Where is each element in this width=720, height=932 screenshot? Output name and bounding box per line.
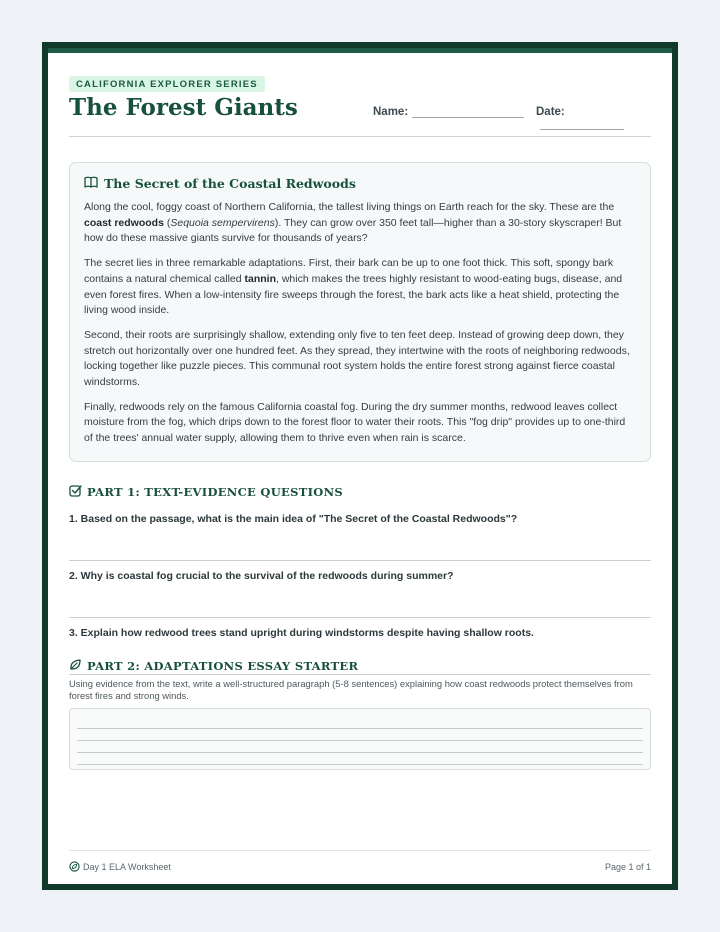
passage-title: The Secret of the Coastal Redwoods — [104, 176, 356, 191]
part1-section — [69, 484, 651, 675]
page-number: Page 1 of 1 — [604, 862, 651, 872]
leaf-circle-icon — [69, 861, 80, 874]
name-label: Name: — [373, 106, 409, 118]
open-book-icon — [84, 176, 98, 191]
part2-section — [69, 658, 651, 770]
essay-line — [77, 717, 643, 729]
question-2: 2. Why is coastal fog crucial to the survival of the redwoods during summer? — [69, 570, 454, 582]
name-blank-line — [412, 106, 524, 118]
date-field — [536, 106, 651, 130]
worksheet-page — [42, 42, 678, 890]
essay-instructions: Using evidence from the text, write a well-structured paragraph (5-8 sentences) explaining how coast redwoods protect themselves from forest fires and strong winds. — [69, 678, 633, 701]
essay-line — [77, 753, 643, 765]
answer-line-1[interactable] — [69, 513, 651, 561]
part1-title: PART 1: TEXT-EVIDENCE QUESTIONS — [87, 485, 343, 499]
passage-paragraph-2: The secret lies in three remarkable adaptations. First, their bark can be up to one foot thick. This soft, spongy bark contains a natural chemical called tannin, which makes the trees highly resistant to wood-eating bugs, disease, and even forest fires. When a low-intensity fire sweeps through the forest, the bark acts like a heat shield, protecting the living wood inside. — [84, 257, 623, 317]
name-field — [373, 106, 524, 118]
reading-passage — [69, 162, 651, 462]
leaf-icon — [69, 658, 82, 674]
passage-paragraph-4: Finally, redwoods rely on the famous California coastal fog. During the dry summer months, redwood leaves collect moisture from the fog, which drips down to the forest floor to water their roots. This "fog drip" provides up to one-third of the trees' annual water supply, allowing them to thrive even when rain is scarce. — [84, 400, 626, 445]
part2-title: PART 2: ADAPTATIONS ESSAY STARTER — [87, 659, 359, 673]
passage-paragraph-3: Second, their roots are surprisingly shallow, extending only five to ten feet deep. Instead of growing deep down, they stretch out horizontally over one hundred feet. As they spread, they intertwine with the roots of neighboring redwoods, locking together like puzzle pieces. This communal root system holds the entire forest strong against fierce coastal windstorms. — [84, 328, 630, 389]
page-title: The Forest Giants — [69, 94, 298, 121]
footer-label: Day 1 ELA Worksheet — [83, 862, 171, 872]
essay-writing-area[interactable] — [69, 708, 651, 770]
header — [69, 96, 651, 137]
date-blank-line — [540, 118, 624, 130]
checkbox-icon — [69, 484, 82, 500]
question-3: 3. Explain how redwood trees stand upright during windstorms despite having shallow roots. — [69, 627, 534, 639]
worksheet-content — [69, 74, 651, 884]
essay-line — [77, 729, 643, 741]
essay-line — [77, 741, 643, 753]
question-1: 1. Based on the passage, what is the main idea of "The Secret of the Coastal Redwoods"? — [69, 513, 518, 525]
passage-title-row — [84, 176, 636, 191]
date-label: Date: — [536, 106, 565, 118]
answer-line-2[interactable] — [69, 570, 651, 618]
footer — [69, 850, 651, 877]
series-badge: CALIFORNIA EXPLORER SERIES — [69, 76, 265, 92]
passage-paragraph-1: Along the cool, foggy coast of Northern California, the tallest living things on Earth reach for the sky. These are the coast redwoods (Sequoia sempervirens). They can grow over 350 feet tall—higher than a 30-story skyscraper! But how do these massive giants survive for thousands of years? — [84, 201, 622, 245]
part2-heading — [69, 658, 651, 674]
part1-heading — [69, 484, 651, 500]
footer-left — [69, 861, 171, 874]
